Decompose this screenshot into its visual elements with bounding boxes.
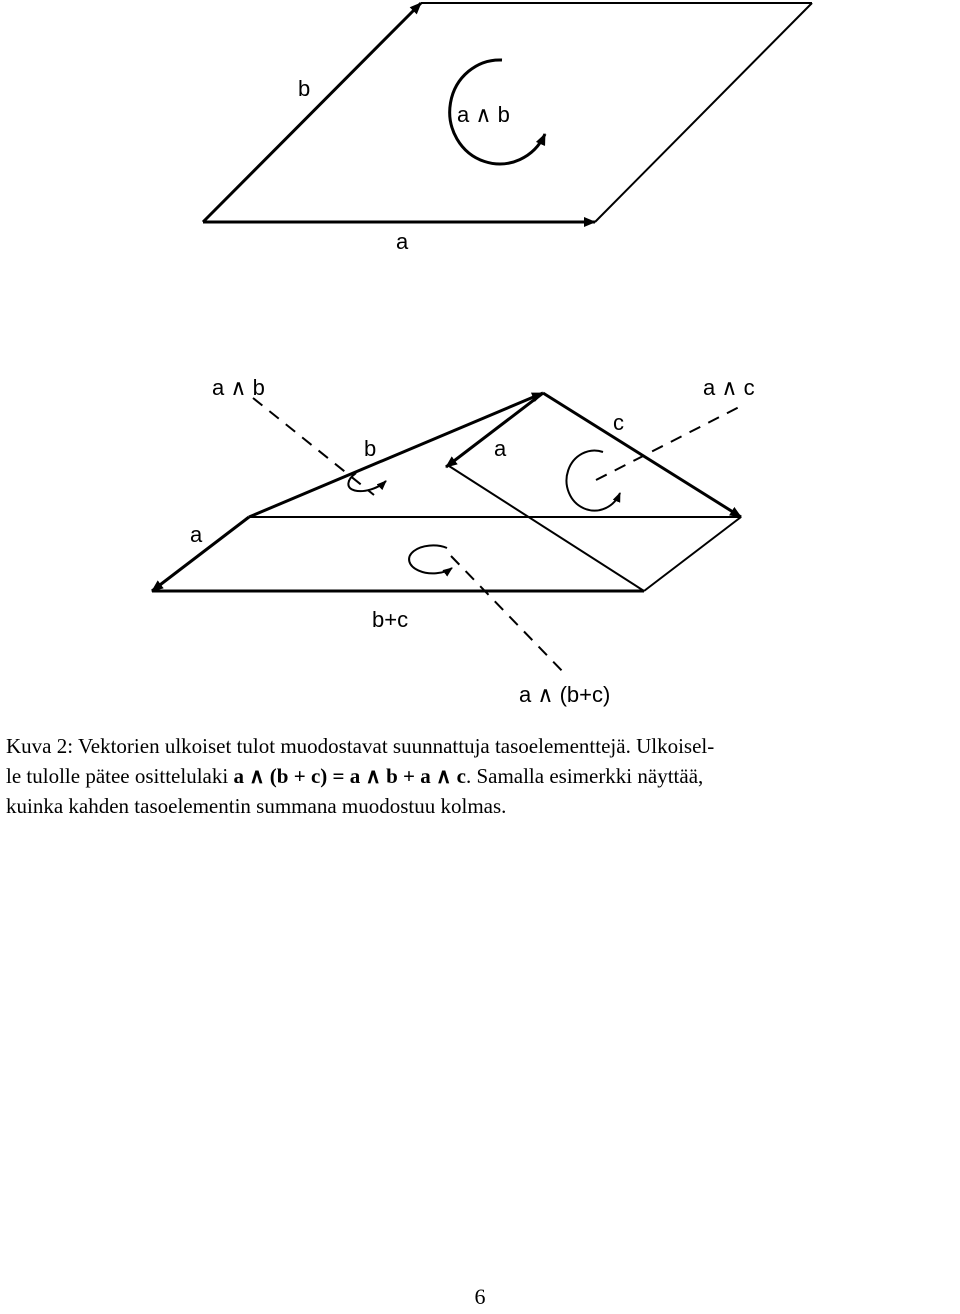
prism-figure: [152, 393, 745, 676]
caption-line-2-text: le tulolle pätee osittelulaki: [6, 764, 234, 788]
vector-b-arrow: [203, 3, 421, 222]
label-b-prism: b: [364, 436, 377, 461]
orientation-arc-icon: [409, 545, 452, 573]
caption-line-2: [6, 761, 956, 791]
caption-line-3: kuinka kahden tasoelementin summana muodostuu kolmas.: [6, 794, 507, 818]
label-a-prism-top: a: [494, 436, 507, 461]
label-a-prism-left: a: [190, 522, 203, 547]
label-b-top: b: [298, 76, 311, 101]
page-number: 6: [474, 1284, 486, 1309]
caption-line-1: Kuva 2: Vektorien ulkoiset tulot muodostavat suunnattuja tasoelementtejä. Ulkoisel-: [6, 734, 715, 758]
parallelogram-right-edge: [595, 3, 812, 222]
orientation-arc-icon: [567, 451, 620, 511]
caption-line-2-end: . Samalla esimerkki näyttää,: [465, 764, 704, 788]
label-a-wedge-b: a ∧ b: [212, 375, 265, 400]
ridge-to-base-edge: [449, 466, 644, 591]
caption-formula: a ∧ (b + c) = a ∧ b + a ∧ c: [233, 764, 466, 788]
normal-a-wedge-b-dashed: [253, 398, 377, 495]
orientation-arc-icon: [348, 473, 386, 491]
label-b-plus-c: b+c: [372, 607, 409, 632]
label-a-top: a: [396, 229, 409, 254]
label-c: c: [613, 410, 624, 435]
label-a-wedge-c: a ∧ c: [703, 375, 755, 400]
right-front-edge: [644, 517, 741, 591]
figure-caption: [6, 731, 956, 821]
label-a-wedge-b-top: a ∧ b: [457, 102, 510, 127]
label-a-wedge-bc: a ∧ (b+c): [519, 682, 611, 707]
normal-a-wedge-bc-dashed: [451, 556, 567, 676]
